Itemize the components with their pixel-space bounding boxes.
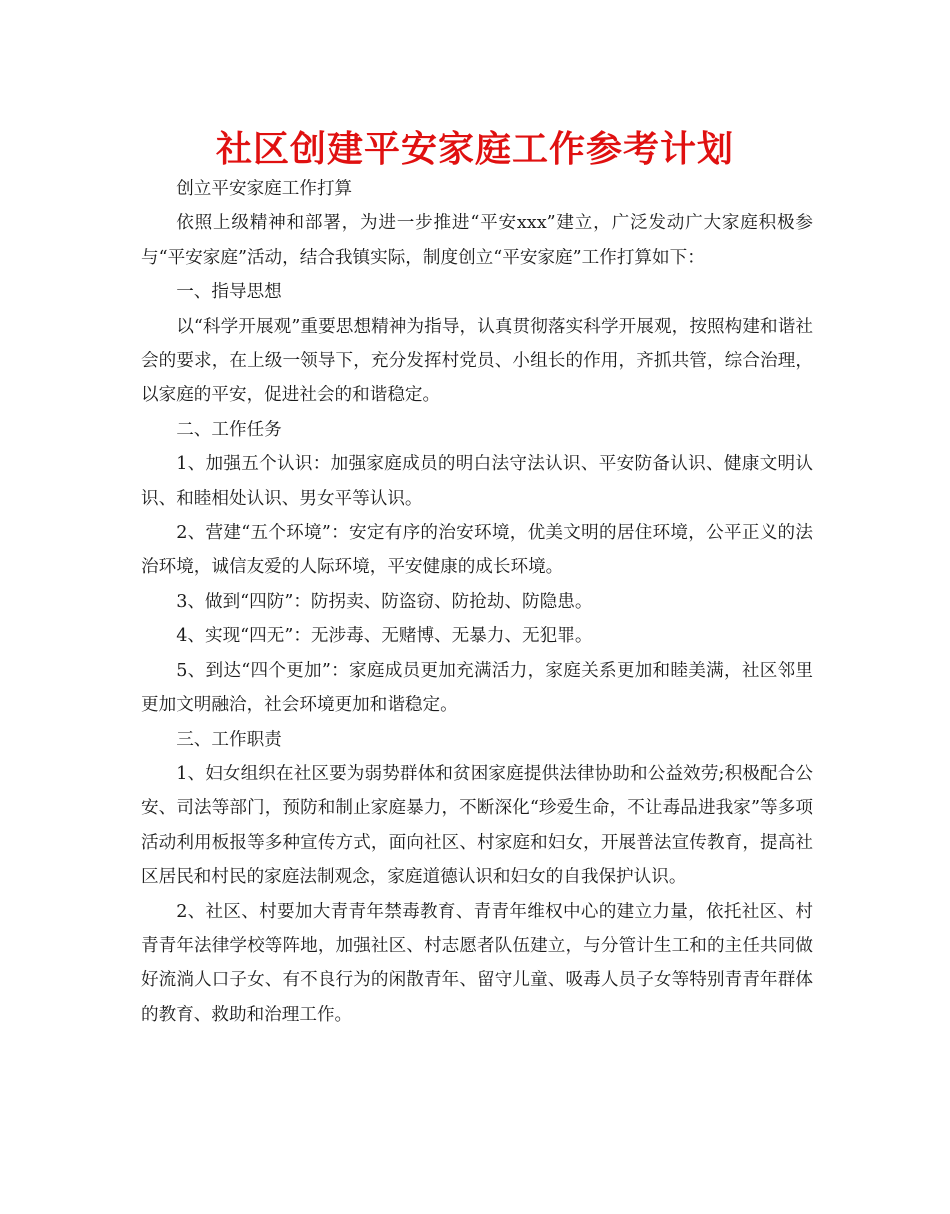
section-heading-guiding-thought: 一、指导思想 (176, 282, 282, 303)
guiding-thought-paragraph: 以“科学开展观”重要思想精神为指导，认真贯彻落实科学开展观，按照构建和谐社会的要求，在上级一领导下，充分发挥村党员、小组长的作用，齐抓共管，综合治理，以家庭的平安，促进社会的和谐稳定。 (141, 316, 813, 406)
intro-paragraph: 依照上级精神和部署，为进一步推进“平安xxx”建立，广泛发动广大家庭积极参与“平安家庭”活动，结合我镇实际，制度创立“平安家庭”工作打算如下： (141, 213, 813, 268)
task-item-1: 1、加强五个认识：加强家庭成员的明白法守法认识、平安防备认识、健康文明认识、和睦相处认识、男女平等认识。 (141, 454, 813, 509)
duty-item-2: 2、社区、村要加大青青年禁毒教育、青青年维权中心的建立力量，依托社区、村青青年法律学校等阵地，加强社区、村志愿者队伍建立，与分管计生工和的主任共同做好流淌人口子女、有不良行为的闲散青年、留守儿童、吸毒人员子女等特别青青年群体的教育、救助和治理工作。 (141, 901, 813, 1025)
task-item-3: 3、做到“四防”：防拐卖、防盗窃、防抢劫、防隐患。 (176, 591, 593, 612)
duty-item-1: 1、妇女组织在社区要为弱势群体和贫困家庭提供法律协助和公益效劳;积极配合公安、司法等部门，预防和制止家庭暴力，不断深化“珍爱生命，不让毒品进我家”等多项活动利用板报等多种宣传方式，面向社区、村家庭和妇女，开展普法宣传教育，提高社区居民和村民的家庭法制观念，家庭道德认识和妇女的自我保护认识。 (141, 763, 813, 888)
document-body (141, 172, 813, 1032)
task-item-5: 5、到达“四个更加”：家庭成员更加充满活力，家庭关系更加和睦美满，社区邻里更加文明融洽，社会环境更加和谐稳定。 (141, 660, 813, 716)
section-heading-work-duties: 三、工作职责 (176, 729, 282, 750)
section-heading-work-tasks: 二、工作任务 (176, 419, 282, 440)
document-title: 社区创建平安家庭工作参考计划 (215, 129, 734, 170)
task-item-4: 4、实现“四无”：无涉毒、无赌博、无暴力、无犯罪。 (176, 626, 593, 647)
subtitle-paragraph: 创立平安家庭工作打算 (176, 179, 353, 199)
task-item-2: 2、营建“五个环境”：安定有序的治安环境，优美文明的居住环境，公平正义的法治环境，诚信友爱的人际环境，平安健康的成长环境。 (141, 523, 813, 578)
